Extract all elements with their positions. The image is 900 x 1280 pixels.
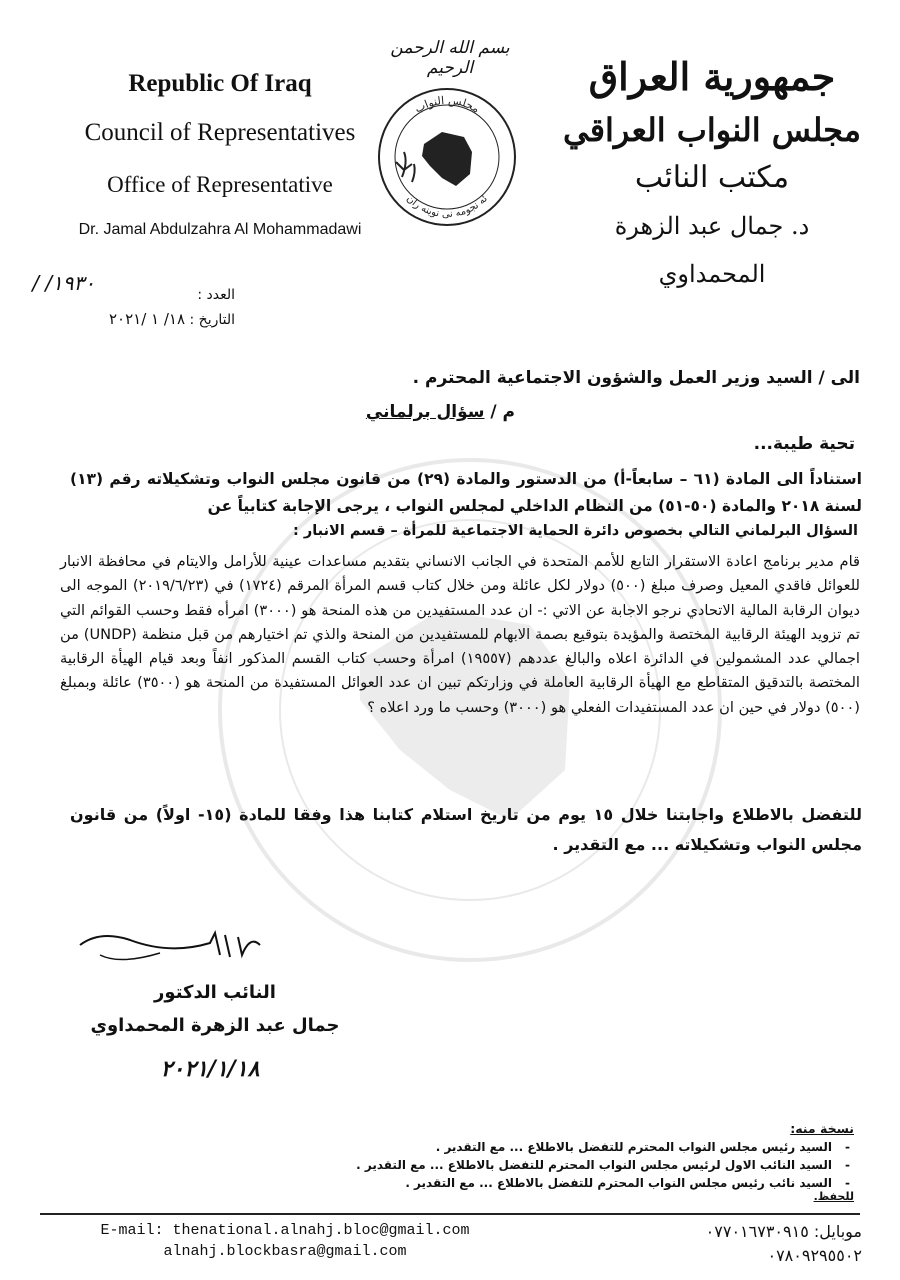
svg-text:مجلس النواب <box>412 94 482 116</box>
addressee: الى / السيد وزير العمل والشؤون الاجتماعية المحترم . <box>412 368 860 388</box>
letterhead-country: Republic Of Iraq <box>128 70 312 97</box>
question-heading: السؤال البرلماني التالي بخصوص دائرة الحماية الاجتماعية للمرأة – قسم الانبار : <box>293 523 858 539</box>
copies-title: نسخة منه: <box>790 1121 854 1136</box>
reference-date-value: ١٨/ ١ /٢٠٢١ <box>108 310 186 328</box>
subject-text: سؤال برلماني <box>365 402 485 422</box>
greeting: تحية طيبة... <box>753 434 855 454</box>
question-body: قام مدير برنامج اعادة الاستقرار التابع للأمم المتحدة في الجانب الانساني بتقديم مساعدات عينية للأرامل والايتام في محافظة الانبار للعوائل فاقدي المعيل وصرف مبلغ (٥٠٠) دولار لكل عائلة ومن خلال كتاب قسم المرأة المرقم (١٧٢٤) في (٢٠١٩/٦/٢٣) الموجه الى ديوان الرقابة المالية الاتحادي نرجو الاجابة عن الاتي :- ان عدد المستفيدين من هذه المنحة هو (٣٠٠٠) امرأه فقط وحسب القوائم التي تم تزويد الهيئة الرقابية المختصة والمؤيدة بتوقيع بصمة الابهام للمستفيدين من المنحة والذي تم اختيارهم من قبل منظمة (UNDP) من اجمالي عدد المشمولين في الدائرة اعلاه والبالغ عددهم (١٩٥٥٧) امرأة وحسب كتاب القسم المذكور انفاً وبعد قيام الهيأة الرقابية المختصة بالتدقيق المتقاطع مع الهيأة الرقابية العاملة في وزارتكم تبين ان عدد العوائل المستفيدة من المنحة هو (٣٥٠٠) عائلة وبمبلغ (٥٠٠) دولار في حين ان عدد المستفيدات الفعلي هو (٣٠٠٠) وحسب ما ورد اعلاه ؟ <box>60 553 860 716</box>
copies-archive: للحفظ. <box>813 1190 854 1203</box>
copies-item: - السيد النائب الاول لرئيس مجلس النواب المحترم للتفضل بالاطلاع ... مع التقدير . <box>314 1156 854 1174</box>
letterhead-office: Office of Representative <box>107 172 333 197</box>
copies-item: - السيد رئيس مجلس النواب المحترم للتفضل بالاطلاع ... مع التقدير . <box>314 1138 854 1156</box>
subject-line <box>366 402 515 422</box>
letterhead-country-ar: جمهورية العراق <box>588 54 836 99</box>
emblem-top-text: مجلس النواب <box>412 93 482 116</box>
intro-paragraph: استناداً الى المادة (٦١ – سابعاً-أ) من الدستور والمادة (٢٩) من قانون مجلس النواب وتشكيلاته رقم (١٣) لسنة ٢٠١٨ والمادة (٥٠-٥١) من النظام الداخلي لمجلس النواب ، يرجى الإجابة كتابياً عن <box>70 470 862 515</box>
footer-phone-1: ٠٧٧٠١٦٧٣٠٩١٥ <box>705 1222 809 1241</box>
footer-phones <box>622 1220 862 1268</box>
english-letterhead <box>60 62 380 250</box>
footer-email-2: alnahj.blockbasra@gmail.com <box>163 1243 407 1260</box>
arabic-letterhead <box>562 48 862 298</box>
subject-prefix: م / <box>490 402 515 422</box>
letterhead-council: Council of Representatives <box>84 119 356 146</box>
signer-title: النائب الدكتور <box>154 982 276 1003</box>
signature-date: ٢٠٢١/١/١٨ <box>160 1057 260 1082</box>
emblem-bottom-text: ئه نجومه نی نوینه ران <box>404 193 490 221</box>
footer-email-1: E-mail: thenational.alnahj.bloc@gmail.com <box>100 1222 470 1239</box>
footer-phone-label: موبايل: <box>813 1222 862 1241</box>
letterhead-representative-ar: د. جمال عبد الزهرة المحمداوي <box>614 212 810 288</box>
reference-number-label: العدد : <box>197 287 235 303</box>
handwritten-signature-icon <box>60 925 280 985</box>
copies-section <box>314 1121 854 1203</box>
svg-text:ئه نجومه نی نوینه ران <box>404 193 490 220</box>
closing-paragraph: للتفضل بالاطلاع واجابتنا خلال ١٥ يوم من تاريخ استلام كتابنا هذا وفقا للمادة (١٥- اولاً) من قانون مجلس النواب وتشكيلاته ... مع التقدير . <box>70 805 862 854</box>
signer-name: جمال عبد الزهرة المحمداوي <box>90 1015 340 1036</box>
reference-date-label: التاريخ : <box>189 312 235 328</box>
reference-block <box>32 271 235 332</box>
letterhead-representative: Dr. Jamal Abdulzahra Al Mohammadawi <box>78 221 362 238</box>
copies-list <box>314 1138 854 1192</box>
parliament-emblem-icon <box>372 82 522 232</box>
reference-number-handwritten: ١٩٣٠/ / <box>32 271 95 295</box>
letterhead-office-ar: مكتب النائب <box>634 160 790 195</box>
letterhead-council-ar: مجلس النواب العراقي <box>563 111 861 149</box>
basmala: بسم الله الرحمن الرحيم <box>390 38 510 78</box>
footer-phone-2: ٠٧٨٠٩٢٩٥٥٠٢ <box>767 1246 862 1265</box>
footer-divider <box>40 1213 860 1215</box>
copies-item: - السيد نائب رئيس مجلس النواب المحترم للتفضل بالاطلاع ... مع التقدير . <box>314 1174 854 1192</box>
footer-emails <box>75 1220 495 1262</box>
